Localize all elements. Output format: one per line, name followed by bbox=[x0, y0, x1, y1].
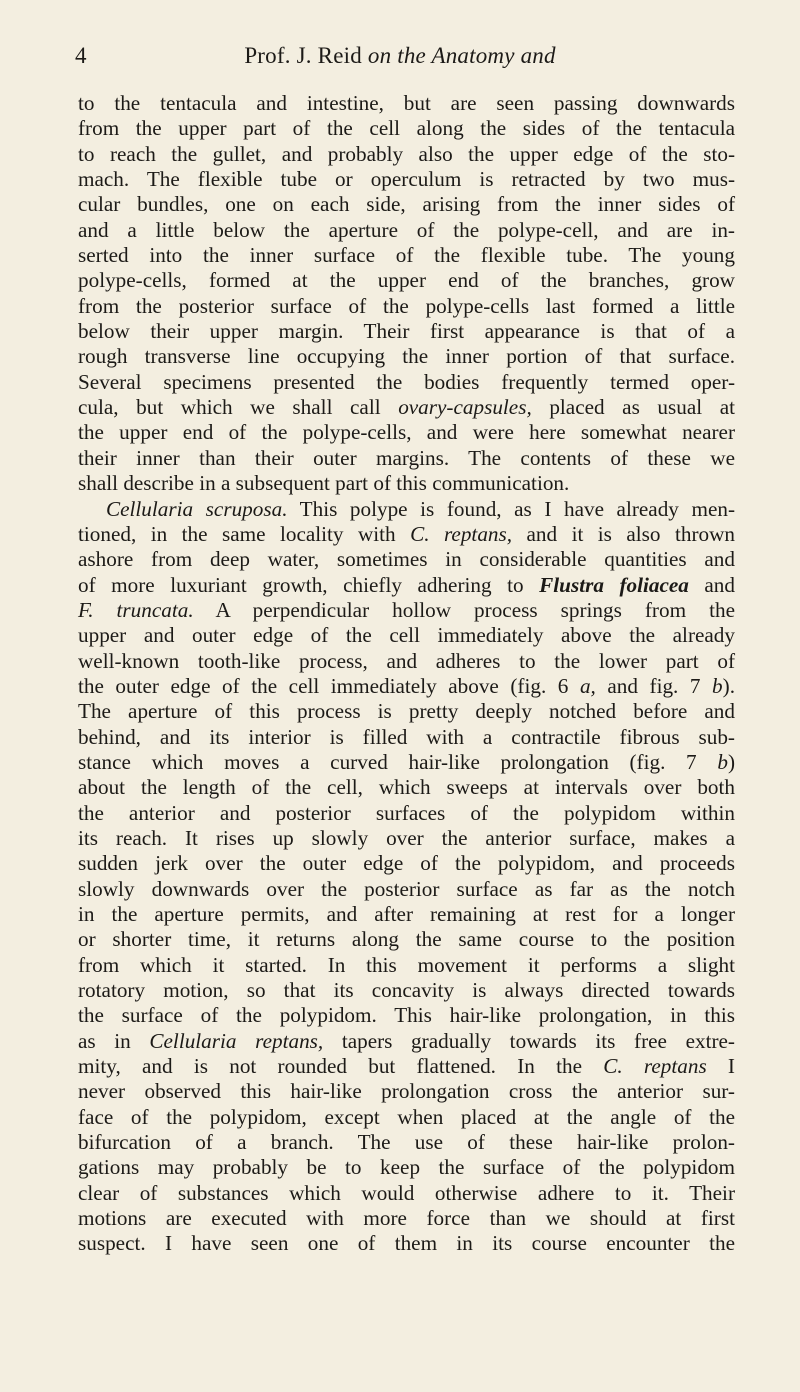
emphasized-text: Flustra foliacea bbox=[539, 572, 689, 597]
emphasized-text: Cellularia reptans, bbox=[149, 1028, 324, 1053]
emphasized-text: C. reptans, bbox=[410, 521, 513, 546]
text-segment: Several specimens presented the bodies frequently termed oper- bbox=[78, 369, 735, 394]
text-segment: behind, and its interior is filled with a contractile fibrous sub- bbox=[78, 724, 735, 749]
text-segment: ashore from deep water, sometimes in considerable quantities and bbox=[78, 547, 735, 572]
text-segment: ) bbox=[727, 749, 735, 774]
text-line bbox=[78, 1206, 735, 1231]
text-segment: from the upper part of the cell along the sides of the tentacula bbox=[78, 116, 735, 141]
text-segment: and fig. 7 bbox=[595, 673, 713, 698]
text-line bbox=[78, 902, 735, 927]
text-segment: stance which moves a curved hair-like prolongation (fig. 7 bbox=[78, 749, 718, 774]
text-line bbox=[78, 573, 735, 598]
text-line bbox=[78, 649, 735, 674]
text-segment: and it is also thrown bbox=[512, 521, 735, 546]
text-segment: A perpendicular hollow process springs from the bbox=[193, 597, 735, 622]
emphasized-text: C. reptans bbox=[603, 1054, 707, 1079]
emphasized-text: ovary-capsules, bbox=[398, 395, 532, 420]
text-line bbox=[78, 420, 735, 445]
text-line bbox=[78, 167, 735, 192]
text-segment: motions are executed with more force than we should at first bbox=[78, 1206, 735, 1231]
text-segment: of more luxuriant growth, chiefly adhering to bbox=[78, 572, 540, 597]
text-line bbox=[78, 674, 735, 699]
text-line bbox=[78, 142, 735, 167]
text-line bbox=[78, 471, 735, 496]
text-segment: in the aperture permits, and after remaining at rest for a longer bbox=[78, 902, 735, 926]
emphasized-text: Cellularia scruposa. bbox=[106, 496, 288, 521]
text-segment: ). bbox=[722, 673, 735, 698]
text-segment: and bbox=[688, 572, 735, 597]
text-line bbox=[78, 370, 735, 395]
text-line bbox=[78, 192, 735, 217]
text-segment: the upper end of the polype-cells, and were here somewhat nearer bbox=[78, 420, 735, 445]
text-segment: below their upper margin. Their first appearance is that of a bbox=[78, 319, 735, 344]
text-line bbox=[78, 522, 735, 547]
text-line bbox=[78, 116, 735, 141]
text-segment: bifurcation of a branch. The use of these hair-like prolon- bbox=[78, 1130, 735, 1155]
text-line bbox=[78, 1105, 735, 1130]
emphasized-text: F. truncata. bbox=[78, 597, 194, 622]
text-line bbox=[78, 978, 735, 1003]
text-line bbox=[78, 623, 735, 648]
text-segment: cular bundles, one on each side, arising from the inner sides of bbox=[78, 192, 735, 217]
text-segment: I bbox=[706, 1054, 735, 1079]
text-line bbox=[78, 1079, 735, 1104]
text-segment: about the length of the cell, which sweeps at intervals over both bbox=[78, 775, 735, 800]
emphasized-text: b bbox=[717, 749, 728, 774]
running-title bbox=[0, 40, 800, 72]
text-line bbox=[78, 446, 735, 471]
text-segment: The aperture of this process is pretty deeply notched before and bbox=[78, 699, 735, 724]
text-segment: tioned, in the same locality with bbox=[78, 521, 411, 546]
text-line bbox=[78, 699, 735, 724]
text-segment: as in bbox=[78, 1028, 150, 1053]
text-line bbox=[78, 1003, 735, 1028]
text-line bbox=[78, 1181, 735, 1206]
text-segment: face of the polypidom, except when placed at the angle of the bbox=[78, 1104, 735, 1129]
text-line bbox=[78, 953, 735, 978]
text-line bbox=[78, 91, 735, 116]
text-line bbox=[78, 243, 735, 268]
text-segment: clear of substances which would otherwise adhere to it. Their bbox=[78, 1180, 735, 1205]
text-segment: to the tentacula and intestine, but are seen passing downwards bbox=[78, 91, 735, 115]
text-line bbox=[78, 1054, 735, 1079]
text-segment: cula, but which we shall call bbox=[78, 395, 399, 420]
text-line bbox=[78, 547, 735, 572]
text-segment: shall describe in a subsequent part of this communication. bbox=[78, 471, 570, 496]
text-line bbox=[78, 851, 735, 876]
text-segment: from the posterior surface of the polype-cells last formed a little bbox=[78, 293, 735, 318]
text-line bbox=[78, 268, 735, 293]
emphasized-text: a, bbox=[579, 673, 596, 698]
text-segment: never observed this hair-like prolongation cross the anterior sur- bbox=[78, 1079, 735, 1104]
text-line bbox=[78, 218, 735, 243]
text-line bbox=[78, 497, 735, 522]
text-segment: sudden jerk over the outer edge of the polypidom, and proceeds bbox=[78, 851, 735, 876]
text-line bbox=[78, 598, 735, 623]
running-title-author: Prof. J. Reid bbox=[244, 43, 368, 68]
text-segment: gations may probably be to keep the surface of the polypidom bbox=[78, 1155, 735, 1180]
text-segment: or shorter time, it returns along the same course to the position bbox=[78, 927, 735, 952]
text-segment: rotatory motion, so that its concavity is always directed towards bbox=[78, 978, 735, 1003]
text-line bbox=[78, 750, 735, 775]
text-segment: upper and outer edge of the cell immediately above the already bbox=[78, 623, 735, 648]
text-segment: rough transverse line occupying the inner portion of that surface. bbox=[78, 344, 735, 369]
text-segment: the surface of the polypidom. This hair-like prolongation, in this bbox=[78, 1003, 735, 1028]
text-segment: and a little below the aperture of the polype-cell, and are in- bbox=[78, 217, 735, 242]
emphasized-text: b bbox=[712, 673, 723, 698]
text-segment: their inner than their outer margins. The contents of these we bbox=[78, 445, 735, 470]
body-text bbox=[78, 91, 735, 1257]
text-line bbox=[78, 775, 735, 800]
text-segment: from which it started. In this movement it performs a slight bbox=[78, 952, 735, 977]
text-segment: serted into the inner surface of the flexible tube. The young bbox=[78, 243, 735, 268]
text-segment: slowly downwards over the posterior surface as far as the notch bbox=[78, 876, 735, 901]
page-header bbox=[0, 40, 800, 72]
text-line bbox=[78, 319, 735, 344]
text-segment: its reach. It rises up slowly over the anterior surface, makes a bbox=[78, 825, 735, 850]
text-segment: placed as usual at bbox=[531, 395, 735, 420]
text-line bbox=[78, 725, 735, 750]
text-line bbox=[78, 344, 735, 369]
text-line bbox=[78, 927, 735, 952]
text-segment: suspect. I have seen one of them in its course encounter the bbox=[78, 1231, 735, 1256]
text-segment: mach. The flexible tube or operculum is retracted by two mus- bbox=[78, 167, 735, 192]
text-line bbox=[78, 1155, 735, 1180]
text-segment: This polype is found, as I have already men- bbox=[287, 496, 736, 521]
text-line bbox=[78, 395, 735, 420]
text-line bbox=[78, 294, 735, 319]
text-line bbox=[78, 1130, 735, 1155]
text-line bbox=[78, 877, 735, 902]
text-line bbox=[78, 826, 735, 851]
text-segment: to reach the gullet, and probably also the upper edge of the sto- bbox=[78, 141, 735, 166]
text-segment: the outer edge of the cell immediately above (fig. 6 bbox=[78, 673, 580, 698]
text-line bbox=[78, 1029, 735, 1054]
text-segment: mity, and is not rounded but flattened. In the bbox=[78, 1054, 604, 1079]
text-line bbox=[78, 1231, 735, 1256]
text-segment: well-known tooth-like process, and adheres to the lower part of bbox=[78, 648, 735, 673]
page-number: 4 bbox=[75, 43, 87, 68]
running-title-topic: on the Anatomy and bbox=[367, 43, 556, 68]
text-line bbox=[78, 801, 735, 826]
text-segment: tapers gradually towards its free extre- bbox=[323, 1028, 735, 1053]
text-segment: polype-cells, formed at the upper end of the branches, grow bbox=[78, 268, 735, 293]
text-segment: the anterior and posterior surfaces of the polypidom within bbox=[78, 800, 735, 825]
